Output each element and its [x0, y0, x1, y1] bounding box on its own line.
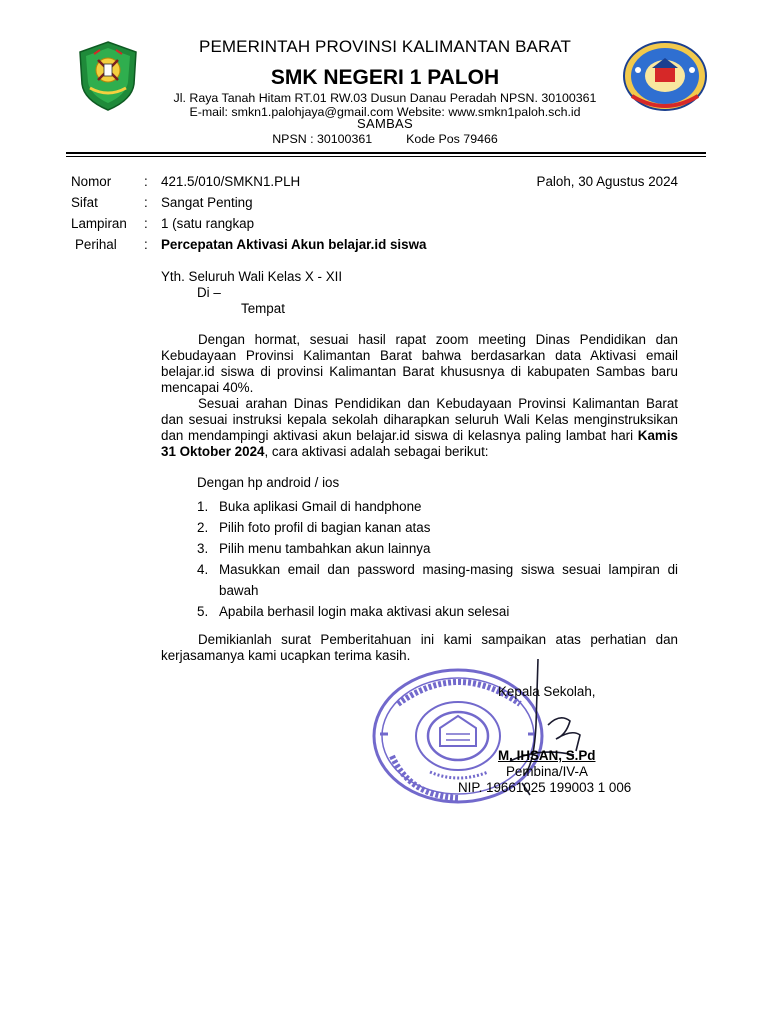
- device-heading: Dengan hp android / ios: [197, 475, 340, 490]
- sifat-label: Sifat: [71, 195, 98, 210]
- deadline-date: Kamis 31 Oktober 2024: [161, 428, 678, 459]
- list-item: [197, 601, 678, 622]
- postal-code: Kode Pos 79466: [406, 132, 498, 146]
- school-npsn: NPSN : 30100361: [272, 132, 373, 146]
- header-divider-thin: [66, 156, 706, 157]
- provincial-crest-logo: [76, 40, 140, 112]
- signatory-rank: Pembina/IV-A: [506, 764, 588, 779]
- addressee-di: Di –: [197, 285, 221, 300]
- step-number: 5.: [197, 604, 209, 619]
- step-text: Buka aplikasi Gmail di handphone: [219, 499, 422, 514]
- addressee-recipient: Yth. Seluruh Wali Kelas X - XII: [161, 269, 343, 284]
- school-npsn-line: [150, 132, 620, 146]
- step-number: 4.: [197, 562, 209, 577]
- school-city: SAMBAS: [357, 116, 413, 131]
- list-item: [197, 496, 678, 517]
- school-name: SMK NEGERI 1 PALOH: [270, 66, 500, 89]
- lampiran-colon: :: [144, 216, 148, 231]
- signatory-title: Kepala Sekolah,: [498, 684, 596, 699]
- nomor-colon: :: [144, 174, 148, 189]
- step-text: Apabila berhasil login maka aktivasi akun selesai: [219, 604, 510, 619]
- letter-date: Paloh, 30 Agustus 2024: [536, 174, 678, 189]
- list-item: [197, 538, 678, 559]
- sifat-value: Sangat Penting: [161, 195, 253, 210]
- signatory-name: M. IHSAN, S.Pd: [498, 748, 596, 763]
- nomor-value: 421.5/010/SMKN1.PLH: [161, 174, 301, 189]
- nomor-label: Nomor: [71, 174, 112, 189]
- step-text: Pilih foto profil di bagian kanan atas: [219, 520, 431, 535]
- step-text: Masukkan email dan password masing-masing siswa sesuai lampiran di bawah: [219, 562, 678, 598]
- perihal-label: Perihal: [75, 237, 117, 252]
- body-paragraph-2: [161, 396, 678, 460]
- school-address: Jl. Raya Tanah Hitam RT.01 RW.03 Dusun Danau Peradah NPSN. 30100361: [173, 91, 597, 105]
- step-text: Pilih menu tambahkan akun lainnya: [219, 541, 431, 556]
- body-paragraph-2-text: Sesuai arahan Dinas Pendidikan dan Kebudayaan Provinsi Kalimantan Barat dan sesuai instruksi kepala sekolah diharapkan seluruh Wali Kelas menginstruksikan dan mendampingi aktivasi akun belajar.id siswa di kelasnya paling lambat hari: [161, 396, 678, 443]
- header-divider-thick: [66, 152, 706, 154]
- perihal-value: Percepatan Aktivasi Akun belajar.id siswa: [161, 237, 427, 252]
- perihal-colon: :: [144, 237, 148, 252]
- list-item: [197, 559, 678, 601]
- government-name: PEMERINTAH PROVINSI KALIMANTAN BARAT: [199, 37, 571, 56]
- step-number: 2.: [197, 520, 209, 535]
- signatory-nip: NIP. 19661025 199003 1 006: [458, 780, 632, 795]
- sifat-colon: :: [144, 195, 148, 210]
- school-contact: E-mail: smkn1.palohjaya@gmail.com Website: www.smkn1paloh.sch.id: [189, 105, 581, 119]
- addressee-place: Tempat: [241, 301, 285, 316]
- lampiran-value: 1 (satu rangkap: [161, 216, 255, 231]
- step-number: 1.: [197, 499, 209, 514]
- school-emblem-logo: [622, 40, 708, 112]
- activation-steps-list: [197, 496, 678, 622]
- lampiran-label: Lampiran: [71, 216, 127, 231]
- closing-paragraph: Demikianlah surat Pemberitahuan ini kami sampaikan atas perhatian dan kerjasamanya kami ucapkan terima kasih.: [161, 632, 678, 663]
- step-number: 3.: [197, 541, 209, 556]
- body-paragraph-2-end: , cara aktivasi adalah sebagai berikut:: [264, 444, 489, 459]
- body-paragraph-1: Dengan hormat, sesuai hasil rapat zoom meeting Dinas Pendidikan dan Kebudayaan Provinsi Kalimantan Barat bahwa berdasarkan data Aktivasi email belajar.id siswa di provinsi Kalimantan Barat khususnya di kabupaten Sambas baru mencapai 40%.: [161, 332, 678, 395]
- list-item: [197, 517, 678, 538]
